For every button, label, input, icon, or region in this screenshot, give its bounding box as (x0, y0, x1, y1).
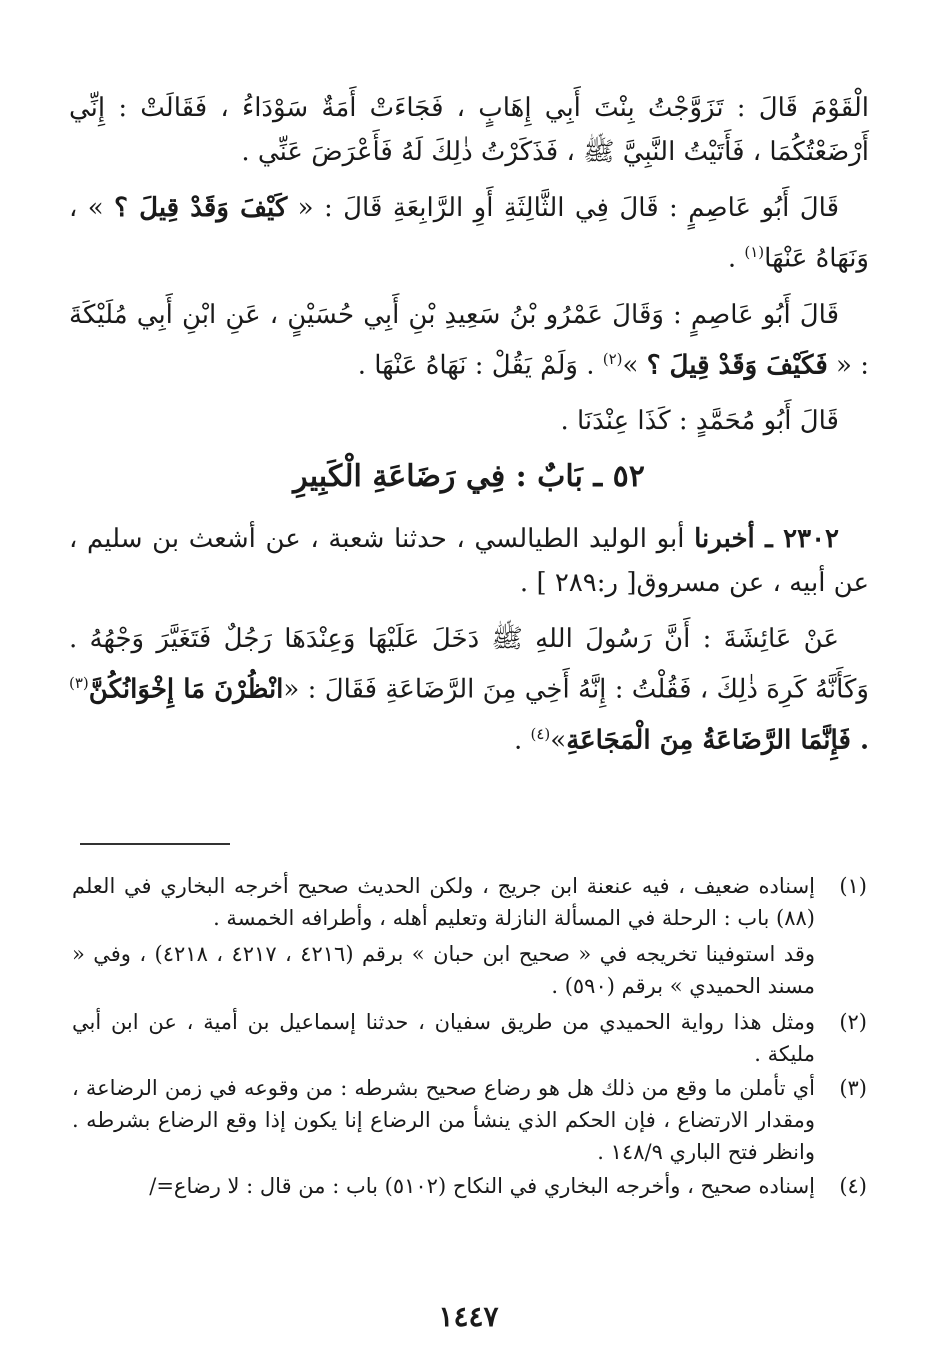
paragraph-2-start: قَالَ أَبُو عَاصِمٍ : قَالَ فِي الثَّالِثَةِ أَوِ الرَّابِعَةِ قَالَ : « (287, 193, 839, 223)
footnote-2 (72, 1006, 867, 1070)
matn-start: عَنْ عَائِشَةَ : أَنَّ رَسُولَ اللهِ ﷺ دَخَلَ عَلَيْهَا وَعِنْدَهَا رَجُلٌ فَتَغَيَّرَ وَجْهُهُ . وَكَأَنَّهُ كَرِهَ ذٰلِكَ ، فَقُلْتُ : إِنَّهُ أَخِي مِنَ الرَّضَاعَةِ فَقَالَ : « (69, 624, 869, 705)
page-number: ١٤٤٧ (438, 1300, 499, 1333)
footnote-number: (٣) (839, 1076, 867, 1100)
paragraph-3-bold: فَكَيْفَ وَقَدْ قِيلَ ؟ (646, 350, 828, 381)
footnote-ref-4: (٤) (530, 724, 551, 743)
hadith-matn (69, 617, 869, 762)
matn-end: . (513, 725, 531, 756)
paragraph-4: قَالَ أَبُو مُحَمَّدٍ : كَذَا عِنْدَنَا . (560, 406, 839, 437)
footnote-ref-2: (٢) (602, 349, 623, 368)
hadith-number: ٢٣٠٢ ـ أخبرنا (694, 524, 839, 555)
matn-bold-2: . فَإِنَّمَا الرَّضَاعَةُ مِنَ الْمَجَاعَةِ (566, 725, 869, 756)
paragraph-3 (69, 293, 869, 388)
footnote-number: (٢) (839, 1010, 867, 1034)
paragraph-2-bold: كَيْفَ وَقَدْ قِيلَ ؟ (114, 193, 288, 223)
footnote-1-continuation: وقد استوفينا تخريجه في « صحيح ابن حبان » برقم (٤٢١٦ ، ٤٢١٧ ، ٤٢١٨) ، وفي « مسند الحميدي » برقم (٥٩٠) . (72, 942, 815, 998)
footnote-ref-3: (٣) (69, 674, 89, 693)
footnote-4 (72, 1170, 867, 1202)
footnotes (72, 870, 867, 1204)
main-text (69, 86, 869, 775)
footnote-separator (80, 843, 230, 845)
paragraph-2 (69, 186, 869, 281)
matn-close-quote: » (550, 725, 567, 756)
footnote-text: إسناده ضعيف ، فيه عنعنة ابن جريج ، ولكن الحديث صحيح أخرجه البخاري في العلم (٨٨) باب : الرحلة في المسألة النازلة وتعليم أهله ، وأطرافه الخمسة . (72, 874, 815, 930)
footnote-text: ومثل هذا رواية الحميدي من طريق سفيان ، حدثنا إسماعيل بن أمية ، عن ابن أبي مليكة . (72, 1010, 815, 1066)
footnote-3 (72, 1072, 867, 1168)
footnote-text: إسناده صحيح ، وأخرجه البخاري في النكاح (٥١٠٢) باب : من قال : لا رضاع=/ (149, 1174, 815, 1198)
paragraph-1: الْقَوْمَ قَالَ : تَزَوَّجْتُ بِنْتَ أَبِي إِهَابٍ ، فَجَاءَتْ أَمَةٌ سَوْدَاءُ ، فَقَالَتْ : إِنِّي أَرْضَعْتُكُمَا ، فَأَتَيْتُ النَّبِيَّ ﷺ ، فَذَكَرْتُ ذٰلِكَ لَهُ فَأَعْرَضَ عَنِّي . (69, 93, 869, 167)
footnote-text: أي تأملن ما وقع من ذلك هل هو رضاع صحيح بشرطه : من وقوعه في زمن الرضاعة ، ومقدار الارتضاع ، فإن الحكم الذي ينشأ من الرضاع إنا يكون إذا وقع الرضاع بشرطه . وانظر فتح الباري ١٤٨/٩ . (72, 1076, 815, 1164)
paragraph-3-end: . وَلَمْ يَقُلْ : نَهَاهُ عَنْهَا . (357, 350, 603, 381)
hadith-isnad: أبو الوليد الطيالسي ، حدثنا شعبة ، عن أشعث بن سليم ، عن أبيه ، عن مسروق[ ر:٢٨٩ ] . (69, 524, 869, 599)
matn-bold-1: انْظُرْنَ مَا إِخْوَانُكُنَّ (88, 674, 284, 705)
paragraph-3-start: قَالَ أَبُو عَاصِمٍ : وَقَالَ عَمْرُو بْنُ سَعِيدِ بْنِ أَبِي حُسَيْنٍ ، عَنِ ابْنِ أَبِي مُلَيْكَةَ : « (69, 299, 869, 381)
footnote-number: (٤) (839, 1174, 867, 1198)
footnote-1 (72, 870, 867, 934)
hadith-2302 (69, 517, 869, 605)
footnote-ref-1: (١) (744, 243, 765, 261)
paragraph-3-mid: » (622, 350, 647, 381)
footnote-number: (١) (839, 874, 867, 898)
paragraph-2-mid: » ، وَنَهَاهُ عَنْهَا (69, 193, 869, 274)
chapter-heading: ٥٢ ـ بَابٌ : فِي رَضَاعَةِ الْكَبِيرِ (293, 459, 645, 495)
paragraph-2-end: . (727, 243, 745, 274)
